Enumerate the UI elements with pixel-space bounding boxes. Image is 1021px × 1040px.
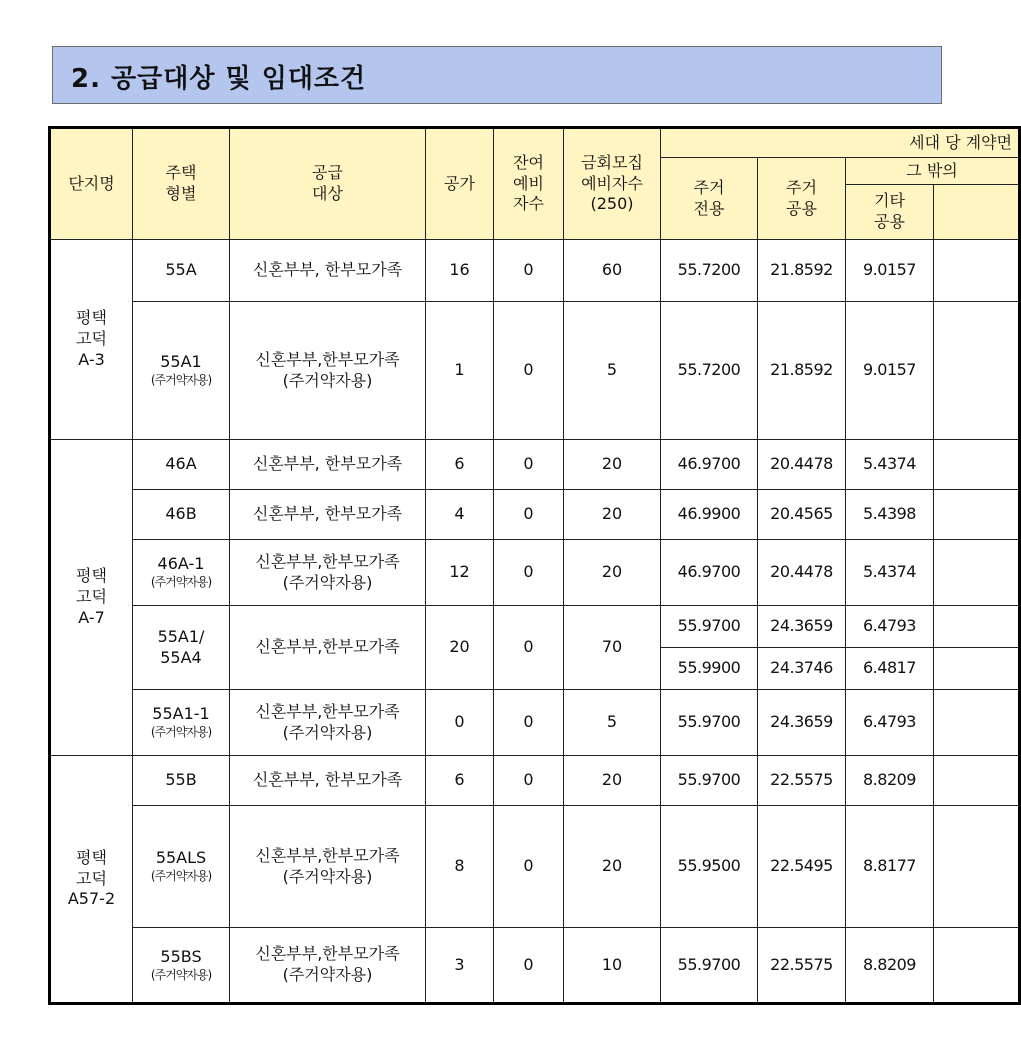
table-row	[50, 490, 1020, 540]
residential-exclusive-area: 55.9700	[661, 606, 758, 648]
vacant-count: 6	[426, 756, 494, 806]
residential-exclusive-area: 55.9500	[661, 806, 758, 928]
vacant-count: 8	[426, 806, 494, 928]
hidden-cell	[934, 240, 1020, 302]
other-common-area: 9.0157	[846, 302, 934, 440]
hidden-cell	[934, 606, 1020, 648]
complex-name: 평택 고덕 A-7	[50, 440, 133, 756]
vacant-count: 3	[426, 928, 494, 1004]
supply-table-wrapper	[48, 126, 1013, 1020]
table-row	[50, 540, 1020, 606]
house-type: 55A	[133, 240, 230, 302]
hidden-cell	[934, 648, 1020, 690]
table-row	[50, 240, 1020, 302]
other-common-area: 5.4374	[846, 440, 934, 490]
residential-exclusive-area: 46.9900	[661, 490, 758, 540]
hidden-cell	[934, 540, 1020, 606]
remaining-reserve: 0	[494, 240, 564, 302]
other-common-area: 8.8177	[846, 806, 934, 928]
vacant-count: 0	[426, 690, 494, 756]
residential-exclusive-area: 55.9700	[661, 928, 758, 1004]
residential-exclusive-area: 55.9700	[661, 690, 758, 756]
supply-target: 신혼부부, 한부모가족	[230, 756, 426, 806]
recruit-reserve: 70	[564, 606, 661, 690]
recruit-reserve: 20	[564, 490, 661, 540]
house-type: 46B	[133, 490, 230, 540]
recruit-reserve: 20	[564, 540, 661, 606]
other-common-area: 8.8209	[846, 756, 934, 806]
residential-common-area: 22.5575	[758, 928, 846, 1004]
header-residential-exclusive: 주거 전용	[661, 158, 758, 240]
residential-common-area: 20.4478	[758, 540, 846, 606]
house-type: 46A-1 (주거약자용)	[133, 540, 230, 606]
complex-name: 평택 고덕 A57-2	[50, 756, 133, 1004]
house-type: 55A1/ 55A4	[133, 606, 230, 690]
vacant-count: 6	[426, 440, 494, 490]
section-title-bar	[52, 46, 942, 104]
hidden-cell	[934, 302, 1020, 440]
supply-target: 신혼부부, 한부모가족	[230, 240, 426, 302]
hidden-cell	[934, 490, 1020, 540]
supply-target: 신혼부부,한부모가족 (주거약자용)	[230, 540, 426, 606]
remaining-reserve: 0	[494, 302, 564, 440]
remaining-reserve: 0	[494, 756, 564, 806]
supply-target: 신혼부부,한부모가족 (주거약자용)	[230, 690, 426, 756]
header-other-group: 그 밖의	[846, 158, 1020, 185]
recruit-reserve: 60	[564, 240, 661, 302]
remaining-reserve: 0	[494, 540, 564, 606]
residential-common-area: 20.4478	[758, 440, 846, 490]
supply-target: 신혼부부,한부모가족 (주거약자용)	[230, 806, 426, 928]
recruit-reserve: 10	[564, 928, 661, 1004]
supply-conditions-table	[48, 126, 1021, 1005]
section-title: 2. 공급대상 및 임대조건	[71, 64, 367, 94]
supply-target: 신혼부부,한부모가족 (주거약자용)	[230, 928, 426, 1004]
other-common-area: 6.4793	[846, 606, 934, 648]
table-row	[50, 302, 1020, 440]
recruit-reserve: 20	[564, 806, 661, 928]
residential-common-area: 20.4565	[758, 490, 846, 540]
hidden-cell	[934, 690, 1020, 756]
residential-exclusive-area: 55.7200	[661, 302, 758, 440]
residential-common-area: 22.5575	[758, 756, 846, 806]
residential-common-area: 21.8592	[758, 302, 846, 440]
supply-target: 신혼부부, 한부모가족	[230, 490, 426, 540]
remaining-reserve: 0	[494, 440, 564, 490]
header-house-type: 주택 형별	[133, 128, 230, 240]
header-residential-common: 주거 공용	[758, 158, 846, 240]
other-common-area: 8.8209	[846, 928, 934, 1004]
remaining-reserve: 0	[494, 606, 564, 690]
complex-name: 평택 고덕 A-3	[50, 240, 133, 440]
header-supply-target: 공급 대상	[230, 128, 426, 240]
header-complex: 단지명	[50, 128, 133, 240]
table-row	[50, 606, 1020, 648]
header-vacant: 공가	[426, 128, 494, 240]
hidden-cell	[934, 928, 1020, 1004]
residential-common-area: 21.8592	[758, 240, 846, 302]
header-hidden-col	[934, 185, 1020, 240]
residential-exclusive-area: 46.9700	[661, 440, 758, 490]
supply-target: 신혼부부,한부모가족 (주거약자용)	[230, 302, 426, 440]
other-common-area: 6.4817	[846, 648, 934, 690]
house-type: 46A	[133, 440, 230, 490]
hidden-cell	[934, 756, 1020, 806]
table-row	[50, 440, 1020, 490]
hidden-cell	[934, 806, 1020, 928]
supply-target: 신혼부부, 한부모가족	[230, 440, 426, 490]
house-type: 55BS (주거약자용)	[133, 928, 230, 1004]
residential-common-area: 24.3659	[758, 690, 846, 756]
vacant-count: 1	[426, 302, 494, 440]
vacant-count: 20	[426, 606, 494, 690]
hidden-cell	[934, 440, 1020, 490]
table-row	[50, 806, 1020, 928]
supply-target: 신혼부부,한부모가족	[230, 606, 426, 690]
header-recruit-reserve: 금회모집 예비자수 (250)	[564, 128, 661, 240]
house-type: 55B	[133, 756, 230, 806]
table-row	[50, 756, 1020, 806]
vacant-count: 16	[426, 240, 494, 302]
vacant-count: 12	[426, 540, 494, 606]
vacant-count: 4	[426, 490, 494, 540]
remaining-reserve: 0	[494, 690, 564, 756]
residential-exclusive-area: 55.9700	[661, 756, 758, 806]
remaining-reserve: 0	[494, 806, 564, 928]
recruit-reserve: 20	[564, 756, 661, 806]
table-row	[50, 928, 1020, 1004]
other-common-area: 5.4398	[846, 490, 934, 540]
house-type: 55A1 (주거약자용)	[133, 302, 230, 440]
remaining-reserve: 0	[494, 928, 564, 1004]
residential-exclusive-area: 55.7200	[661, 240, 758, 302]
residential-common-area: 24.3746	[758, 648, 846, 690]
other-common-area: 5.4374	[846, 540, 934, 606]
residential-common-area: 24.3659	[758, 606, 846, 648]
recruit-reserve: 20	[564, 440, 661, 490]
recruit-reserve: 5	[564, 302, 661, 440]
header-remaining-reserve: 잔여 예비 자수	[494, 128, 564, 240]
table-row	[50, 690, 1020, 756]
house-type: 55ALS (주거약자용)	[133, 806, 230, 928]
recruit-reserve: 5	[564, 690, 661, 756]
residential-common-area: 22.5495	[758, 806, 846, 928]
remaining-reserve: 0	[494, 490, 564, 540]
residential-exclusive-area: 46.9700	[661, 540, 758, 606]
residential-exclusive-area: 55.9900	[661, 648, 758, 690]
house-type: 55A1-1 (주거약자용)	[133, 690, 230, 756]
other-common-area: 6.4793	[846, 690, 934, 756]
header-contract-area: 세대 당 계약면	[661, 128, 1020, 158]
header-other-common: 기타 공용	[846, 185, 934, 240]
other-common-area: 9.0157	[846, 240, 934, 302]
